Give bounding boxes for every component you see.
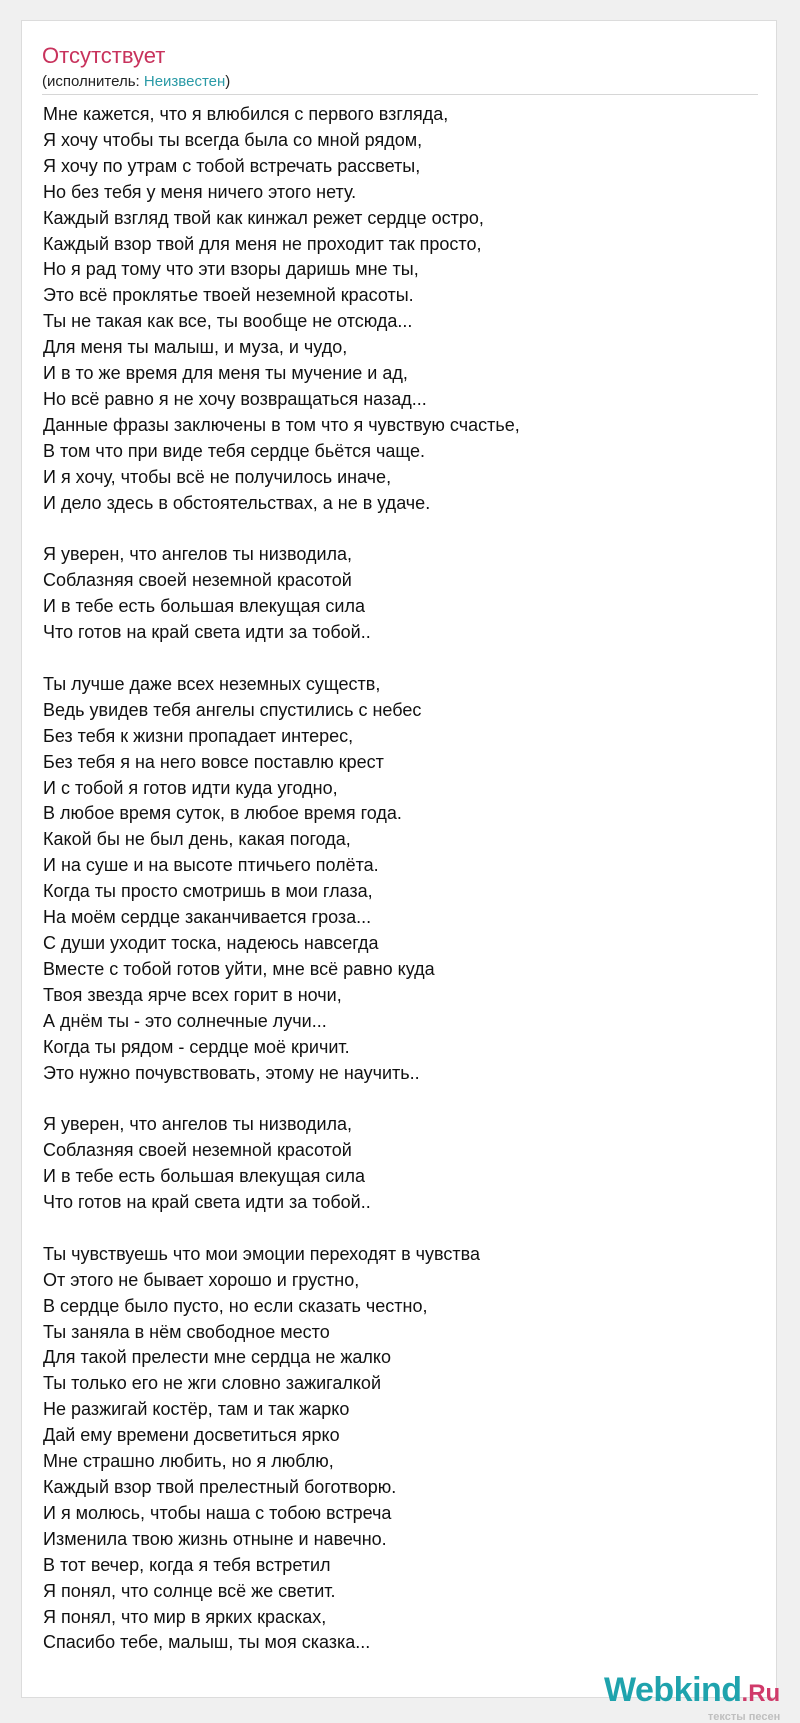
site-logo[interactable] — [604, 1671, 781, 1723]
artist-link[interactable]: Неизвестен — [143, 73, 226, 90]
logo-brand: Webkind — [604, 1671, 742, 1709]
lyrics-line: От этого не бывает хорошо и грустно, — [43, 1269, 360, 1290]
lyrics-stanza — [43, 102, 520, 517]
logo-tagline: тексты песен — [707, 1711, 781, 1723]
lyrics-line: Для меня ты малыш, и муза, и чудо, — [43, 337, 348, 358]
lyrics-line: Без тебя к жизни пропадает интерес, — [43, 725, 354, 746]
artist-line — [42, 73, 230, 91]
lyrics-line: Мне страшно любить, но я люблю, — [43, 1451, 334, 1472]
lyrics-line: Твоя звезда ярче всех горит в ночи, — [43, 984, 342, 1005]
lyrics-line: В сердце было пусто, но если сказать честно, — [43, 1295, 428, 1316]
lyrics-stanza — [43, 542, 520, 646]
lyrics-line: Я понял, что мир в ярких красках, — [43, 1606, 327, 1627]
lyrics-line: И я молюсь, чтобы наша с тобою встреча — [43, 1502, 392, 1523]
lyrics-line: Какой бы не был день, какая погода, — [43, 829, 351, 850]
lyrics-line: Ты заняла в нём свободное место — [43, 1321, 330, 1342]
lyrics-line: Данные фразы заключены в том что я чувствую счастье, — [43, 414, 520, 435]
lyrics-line: Мне кажется, что я влюбился с первого взгляда, — [43, 104, 449, 124]
lyrics-line: Что готов на край света идти за тобой.. — [43, 1192, 371, 1213]
lyrics-line: Ты лучше даже всех неземных существ, — [43, 673, 381, 694]
lyrics-line: Каждый взгляд твой как кинжал режет сердце остро, — [43, 207, 484, 228]
lyrics-line: В тот вечер, когда я тебя встретил — [43, 1554, 331, 1575]
song-title: Отсутствует — [42, 43, 166, 68]
lyrics-line: И в тебе есть большая влекущая сила — [43, 1166, 365, 1187]
lyrics-line: На моём сердце заканчивается гроза... — [43, 907, 372, 928]
lyrics-line: Я хочу чтобы ты всегда была со мной рядом, — [43, 129, 423, 150]
lyrics-line: Для такой прелести мне сердца не жалко — [43, 1347, 391, 1368]
artist-suffix: ) — [225, 73, 231, 90]
artist-prefix: (исполнитель: — [42, 73, 144, 90]
lyrics-line: Каждый взор твой для меня не проходит так просто, — [43, 233, 482, 254]
lyrics-line: Я уверен, что ангелов ты низводила, — [43, 1114, 353, 1135]
lyrics-stanza — [43, 1242, 520, 1657]
lyrics-line: И в то же время для меня ты мучение и ад, — [43, 363, 408, 384]
lyrics-line: Соблазняя своей неземной красотой — [43, 1140, 352, 1161]
lyrics-line: Что готов на край света идти за тобой.. — [43, 622, 371, 643]
lyrics-line: Я хочу по утрам с тобой встречать рассветы, — [43, 155, 421, 176]
lyrics-line: Когда ты рядом - сердце моё кричит. — [43, 1036, 350, 1057]
lyrics-line: В любое время суток, в любое время года. — [43, 803, 402, 824]
lyrics-line: Это нужно почувствовать, этому не научить.. — [43, 1062, 420, 1083]
lyrics-line: И дело здесь в обстоятельствах, а не в удаче. — [43, 492, 431, 513]
lyrics-line: Изменила твою жизнь отныне и навечно. — [43, 1528, 387, 1549]
lyrics-line: Но без тебя у меня ничего этого нету. — [43, 181, 357, 202]
header-divider — [42, 94, 758, 95]
lyrics-stanza — [43, 1112, 520, 1216]
lyrics-line: Но я рад тому что эти взоры даришь мне ты, — [43, 259, 419, 280]
lyrics-text — [43, 102, 520, 1656]
lyrics-line: Дай ему времени досветиться ярко — [43, 1425, 340, 1446]
lyrics-line: И в тебе есть большая влекущая сила — [43, 596, 365, 617]
lyrics-line: Ты чувствуешь что мои эмоции переходят в чувства — [43, 1243, 480, 1264]
lyrics-line: Ты не такая как все, ты вообще не отсюда... — [43, 311, 413, 332]
lyrics-line: Я уверен, что ангелов ты низводила, — [43, 544, 353, 565]
lyrics-line: Каждый взор твой прелестный боготворю. — [43, 1476, 397, 1497]
lyrics-line: В том что при виде тебя сердце бьётся чаще. — [43, 440, 426, 461]
lyrics-line: Ты только его не жги словно зажигалкой — [43, 1373, 381, 1394]
lyrics-line: Но всё равно я не хочу возвращаться назад... — [43, 388, 427, 409]
logo-tld: .Ru — [741, 1680, 781, 1707]
lyrics-line: И на суше и на высоте птичьего полёта. — [43, 855, 379, 876]
lyrics-line: Спасибо тебе, малыш, ты моя сказка... — [43, 1632, 371, 1653]
lyrics-line: И с тобой я готов идти куда угодно, — [43, 777, 338, 798]
lyrics-line: Это всё проклятье твоей неземной красоты. — [43, 285, 414, 306]
lyrics-stanza — [43, 672, 520, 1087]
lyrics-line: Без тебя я на него вовсе поставлю крест — [43, 751, 384, 772]
lyrics-line: И я хочу, чтобы всё не получилось иначе, — [43, 466, 392, 487]
lyrics-line: Соблазняя своей неземной красотой — [43, 570, 352, 591]
lyrics-line: Когда ты просто смотришь в мои глаза, — [43, 881, 373, 902]
lyrics-line: Ведь увидев тебя ангелы спустились с небес — [43, 699, 422, 720]
lyrics-line: Не разжигай костёр, там и так жарко — [43, 1399, 350, 1420]
lyrics-line: А днём ты - это солнечные лучи... — [43, 1010, 327, 1031]
lyrics-line: С души уходит тоска, надеюсь навсегда — [43, 932, 379, 953]
lyrics-card — [21, 20, 781, 1723]
lyrics-line: Я понял, что солнце всё же светит. — [43, 1580, 336, 1601]
lyrics-line: Вместе с тобой готов уйти, мне всё равно куда — [43, 958, 435, 979]
